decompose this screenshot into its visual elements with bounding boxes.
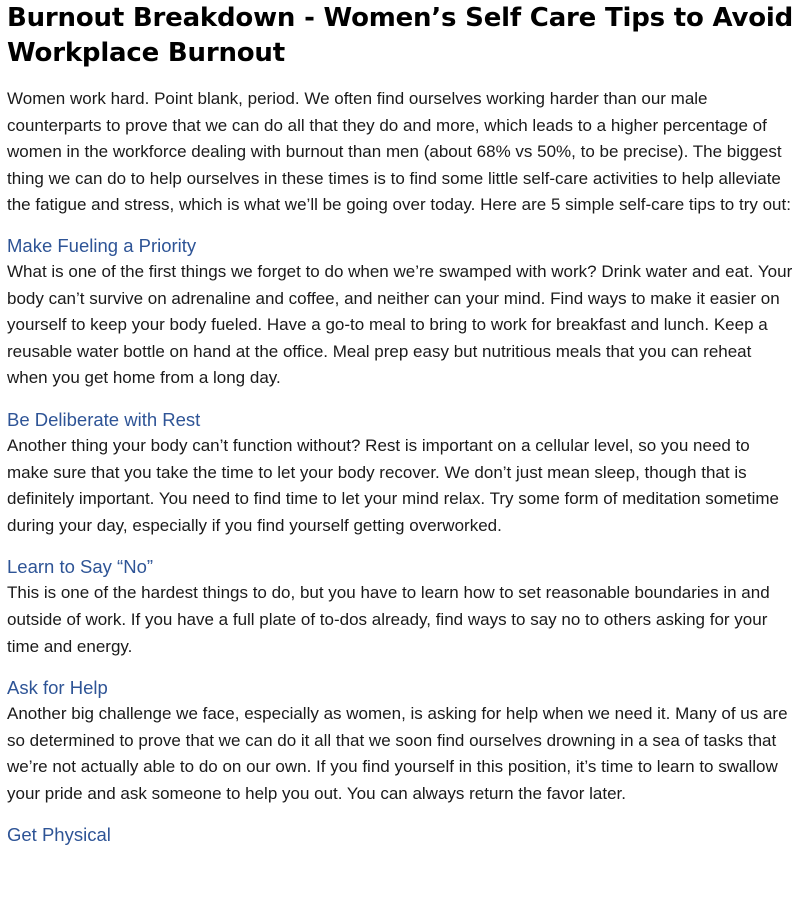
section-heading: Be Deliberate with Rest (7, 408, 201, 430)
article-title: Burnout Breakdown - Women’s Self Care Tips to Avoid Workplace Burnout (7, 3, 793, 68)
section-heading: Make Fueling a Priority (7, 234, 197, 256)
article (7, 0, 793, 848)
section-heading: Get Physical (7, 824, 111, 846)
section-get-physical (7, 822, 793, 848)
section-heading: Learn to Say “No” (7, 556, 154, 578)
section-make-fueling-a-priority (7, 233, 793, 392)
section-body: What is one of the first things we forget to do when we’re swamped with work? Drink water and eat. Your body can’t survive on adrenaline and coffee, and neither can your mind. Find ways to make it easier on yourself to keep your body fueled. Have a go-to meal to bring to work for breakfast and lunch. Keep a reusable water bottle on hand at the office. Meal prep easy but nutritious meals that you can reheat when you get home from a long day. (7, 261, 793, 388)
section-learn-to-say-no (7, 554, 793, 660)
section-heading: Ask for Help (7, 677, 108, 699)
section-body: Another big challenge we face, especially as women, is asking for help when we need it. Many of us are so determined to prove that we can do it all that we soon find ourselves drowning in a sea of tasks that we’re not actually able to do on our own. If you find yourself in this position, it’s time to learn to swallow your pride and ask someone to help you out. You can always return the favor later. (7, 704, 788, 803)
section-ask-for-help (7, 675, 793, 807)
section-body: Another thing your body can’t function without? Rest is important on a cellular level, so you need to make sure that you take the time to let your body recover. We don’t just mean sleep, though that is definitely important. You need to find time to let your mind relax. Try some form of meditation sometime during your day, especially if you find yourself getting overworked. (7, 435, 779, 535)
section-body: This is one of the hardest things to do, but you have to learn how to set reasonable boundaries in and outside of work. If you have a full plate of to-dos already, find ways to say no to others asking for your time and energy. (7, 583, 770, 656)
intro-paragraph: Women work hard. Point blank, period. We often find ourselves working harder than our male counterparts to prove that we can do all that they do and more, which leads to a higher percentage of women in the workforce dealing with burnout than men (about 68% vs 50%, to be precise). The biggest thing we can do to help ourselves in these times is to find some little self-care activities to help alleviate the fatigue and stress, which is what we’ll be going over today. Here are 5 simple self-care tips to try out: (7, 89, 791, 215)
section-be-deliberate-with-rest (7, 407, 793, 539)
